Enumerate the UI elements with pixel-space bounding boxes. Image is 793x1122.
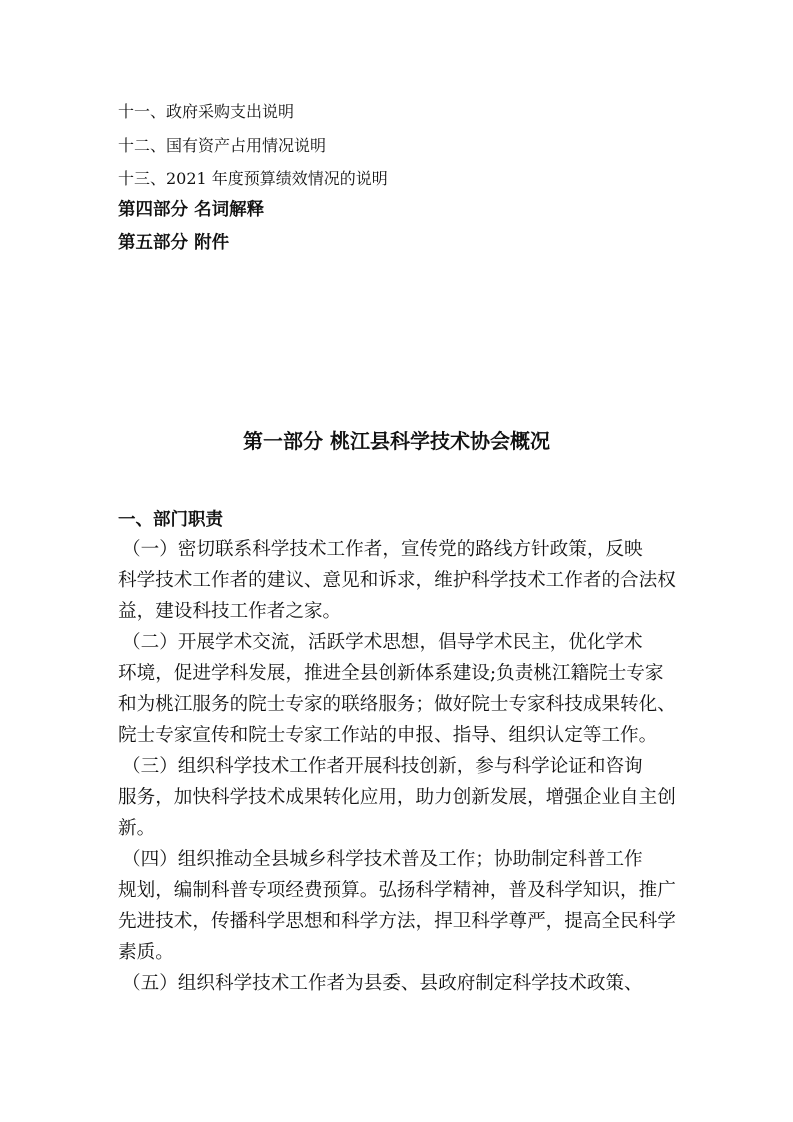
paragraph-duty-3	[118, 751, 724, 844]
paragraph-duty-2	[118, 627, 724, 751]
paragraph-line: 科学技术工作者的建议、意见和诉求，维护科学技术工作者的合法权	[118, 570, 676, 591]
paragraph-duty-1	[118, 534, 724, 627]
toc-item-11: 十一、政府采购支出说明	[118, 102, 295, 121]
toc-part-4: 第四部分 名词解释	[118, 200, 265, 220]
paragraph-line: 先进技术，传播科学思想和科学方法，捍卫科学尊严，提高全民科学	[118, 911, 676, 932]
toc-item-12: 十二、国有资产占用情况说明	[118, 136, 327, 155]
paragraph-line: （一）密切联系科学技术工作者，宣传党的路线方针政策，反映	[122, 539, 643, 560]
toc-part-5: 第五部分 附件	[118, 233, 230, 253]
toc-item-13: 十三、2021 年度预算绩效情况的说明	[118, 169, 388, 188]
paragraph-duty-4	[118, 844, 724, 968]
paragraph-duty-5	[118, 968, 724, 999]
paragraph-line: 和为桃江服务的院士专家的联络服务；做好院士专家科技成果转化、	[118, 694, 676, 715]
section-title-duties: 一、部门职责	[118, 510, 223, 530]
paragraph-line: 服务，加快科学技术成果转化应用，助力创新发展，增强企业自主创	[118, 787, 676, 808]
paragraph-line: 益，建设科技工作者之家。	[118, 601, 342, 622]
paragraph-line: 院士专家宣传和院士专家工作站的申报、指导、组织认定等工作。	[118, 725, 658, 746]
paragraph-line: （二）开展学术交流，活跃学术思想，倡导学术民主，优化学术	[122, 632, 643, 653]
paragraph-line: （三）组织科学技术工作者开展科技创新，参与科学论证和咨询	[122, 756, 643, 777]
paragraph-line: 素质。	[118, 942, 174, 963]
paragraph-line: 规划，编制科普专项经费预算。弘扬科学精神，普及科学知识，推广	[118, 880, 676, 901]
paragraph-line: 环境，促进学科发展，推进全县创新体系建设;负责桃江籍院士专家	[118, 663, 664, 684]
paragraph-line: （四）组织推动全县城乡科学技术普及工作；协助制定科普工作	[122, 849, 643, 870]
part-one-title: 第一部分 桃江县科学技术协会概况	[243, 429, 550, 453]
paragraph-line: （五）组织科学技术工作者为县委、县政府制定科学技术政策、	[122, 973, 643, 994]
paragraph-line: 新。	[118, 818, 156, 839]
